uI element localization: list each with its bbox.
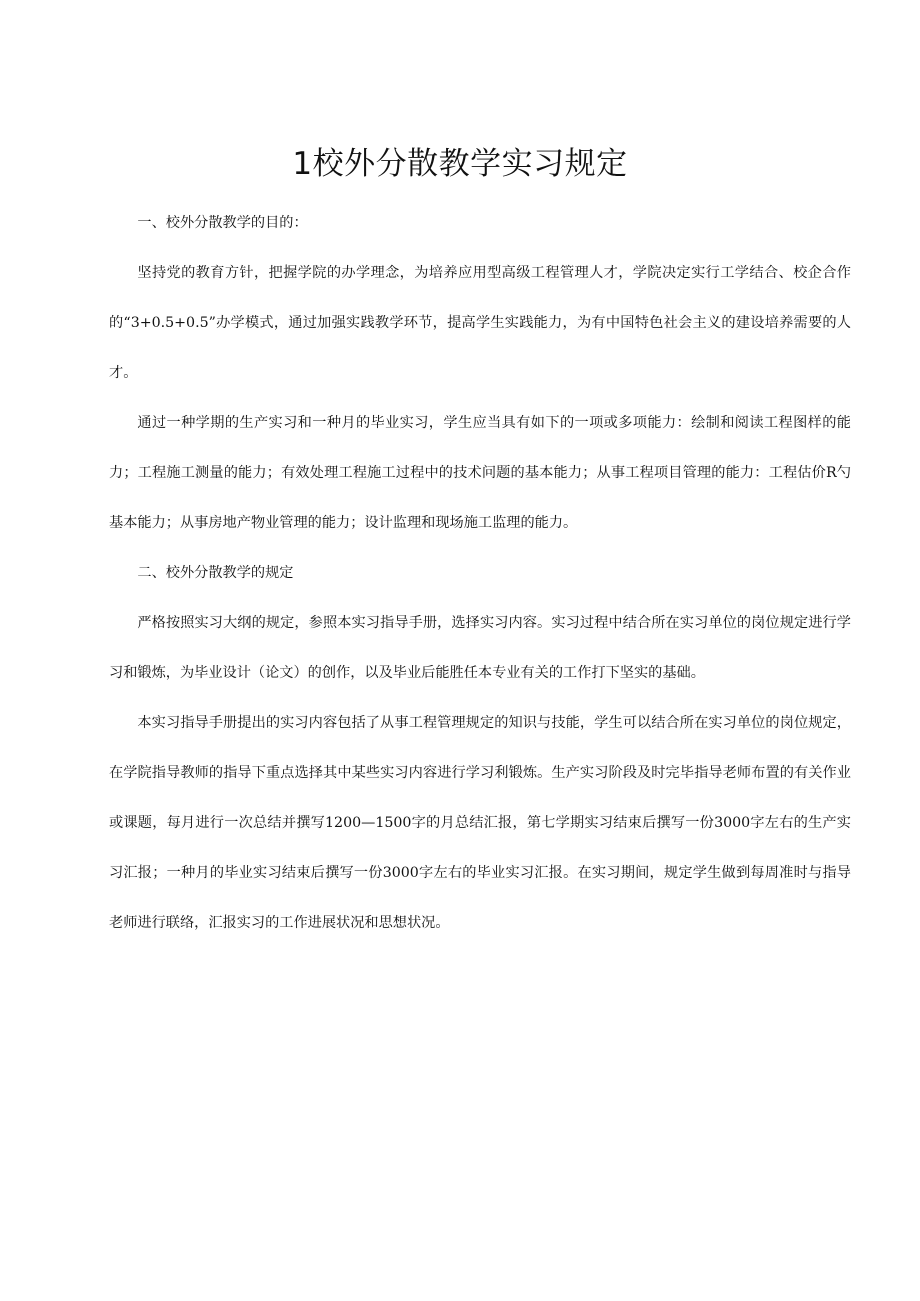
section-heading-purpose: 一、校外分散教学的目的： xyxy=(137,215,308,231)
paragraph-rules-1: 严格按照实习大纲的规定，参照本实习指导手册，选择实习内容。实习过程中结合所在实习单位的岗位规定进行学习和锻炼，为毕业设计（论文）的创作，以及毕业后能胜任本专业有关的工作打下坚实的基础。 xyxy=(109,615,851,681)
section-heading-rules: 二、校外分散教学的规定 xyxy=(137,565,294,581)
document-body xyxy=(109,198,851,948)
paragraph-rules-2: 本实习指导手册提出的实习内容包括了从事工程管理规定的知识与技能，学生可以结合所在实习单位的岗位规定，在学院指导教师的指导下重点选择其中某些实习内容进行学习利锻炼。生产实习阶段及时完毕指导老师布置的有关作业或课题，每月进行一次总结并撰写1200—1500字的月总结汇报，第七学期实习结束后撰写一份3000字左右的生产实习汇报；一种月的毕业实习结束后撰写一份3000字左右的毕业实习汇报。在实习期间，规定学生做到每周准时与指导老师进行联络，汇报实习的工作进展状况和思想状况。 xyxy=(109,715,851,931)
paragraph-purpose-2: 通过一种学期的生产实习和一种月的毕业实习，学生应当具有如下的一项或多项能力：绘制和阅读工程图样的能力；工程施工测量的能力；有效处理工程施工过程中的技术问题的基本能力；从事工程项目管理的能力：工程估价R勺基本能力；从事房地产物业管理的能力；设计监理和现场施工监理的能力。 xyxy=(109,415,851,531)
paragraph-purpose-1: 坚持党的教育方针，把握学院的办学理念，为培养应用型高级工程管理人才，学院决定实行工学结合、校企合作的“3+0.5+0.5”办学模式，通过加强实践教学环节，提高学生实践能力，为有中国特色社会主义的建设培养需要的人才。 xyxy=(109,265,851,381)
document-title: 1校外分散教学实习规定 xyxy=(292,146,628,182)
